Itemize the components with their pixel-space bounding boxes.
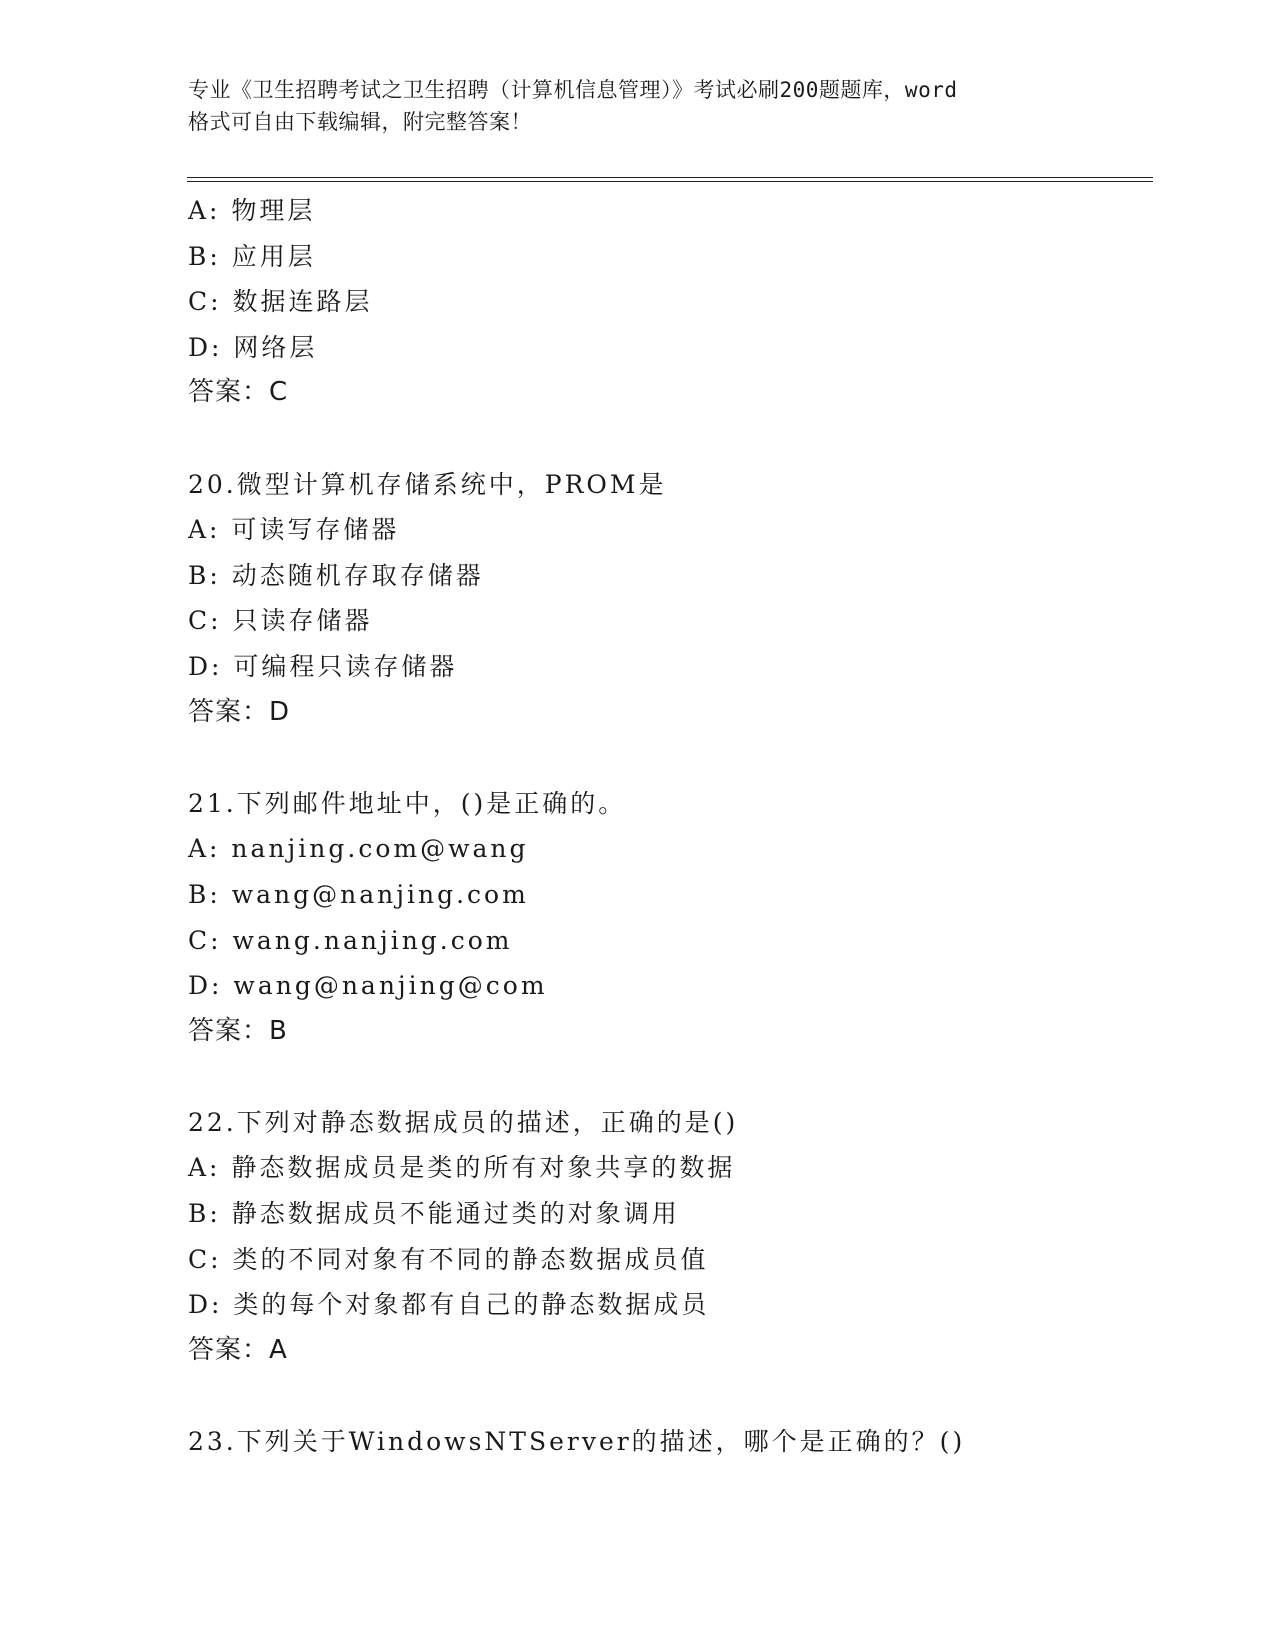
spacer [188, 416, 1148, 462]
question-block-23 [188, 1419, 1148, 1465]
question-block-19 [188, 188, 1148, 416]
question-text: 21.下列邮件地址中，()是正确的。 [188, 788, 627, 818]
option-c: C: 类的不同对象有不同的静态数据成员值 [188, 1244, 709, 1274]
document-header [188, 74, 1088, 138]
question-text: 22.下列对静态数据成员的描述，正确的是() [188, 1107, 739, 1137]
option-a: A: 静态数据成员是类的所有对象共享的数据 [188, 1153, 736, 1183]
header-line-1: 专业《卫生招聘考试之卫生招聘（计算机信息管理）》考试必刷200题题库，word [188, 78, 958, 102]
question-block-21 [188, 781, 1148, 1055]
option-c: C: 只读存储器 [188, 606, 373, 636]
spacer [188, 1054, 1148, 1100]
answer-text: 答案：B [188, 1015, 288, 1046]
option-a: A: nanjing.com@wang [188, 834, 529, 864]
option-a: A: 可读写存储器 [188, 515, 400, 545]
option-d: D: 类的每个对象都有自己的静态数据成员 [188, 1290, 710, 1320]
header-divider [187, 177, 1153, 182]
question-list [188, 188, 1148, 1465]
spacer [188, 735, 1148, 781]
option-c: C: wang.nanjing.com [188, 925, 513, 955]
answer-text: 答案：A [188, 1334, 288, 1365]
option-a: A: 物理层 [188, 196, 316, 225]
answer-text: 答案：C [188, 377, 289, 408]
option-b: B: wang@nanjing.com [188, 879, 529, 909]
spacer [188, 1373, 1148, 1419]
option-b: B: 动态随机存取存储器 [188, 560, 484, 590]
question-block-20 [188, 462, 1148, 736]
option-d: D: wang@nanjing@com [188, 971, 548, 1001]
question-block-22 [188, 1100, 1148, 1374]
header-line-2: 格式可自由下载编辑，附完整答案！ [188, 110, 532, 134]
question-text: 20.微型计算机存储系统中，PROM是 [188, 469, 667, 499]
option-d: D: 可编程只读存储器 [188, 651, 458, 681]
answer-text: 答案：D [188, 696, 291, 727]
option-b: B: 应用层 [188, 241, 316, 271]
option-c: C: 数据连路层 [188, 287, 373, 317]
option-b: B: 静态数据成员不能通过类的对象调用 [188, 1199, 680, 1229]
option-d: D: 网络层 [188, 332, 318, 362]
question-text: 23.下列关于WindowsNTServer的描述，哪个是正确的？() [188, 1427, 966, 1457]
